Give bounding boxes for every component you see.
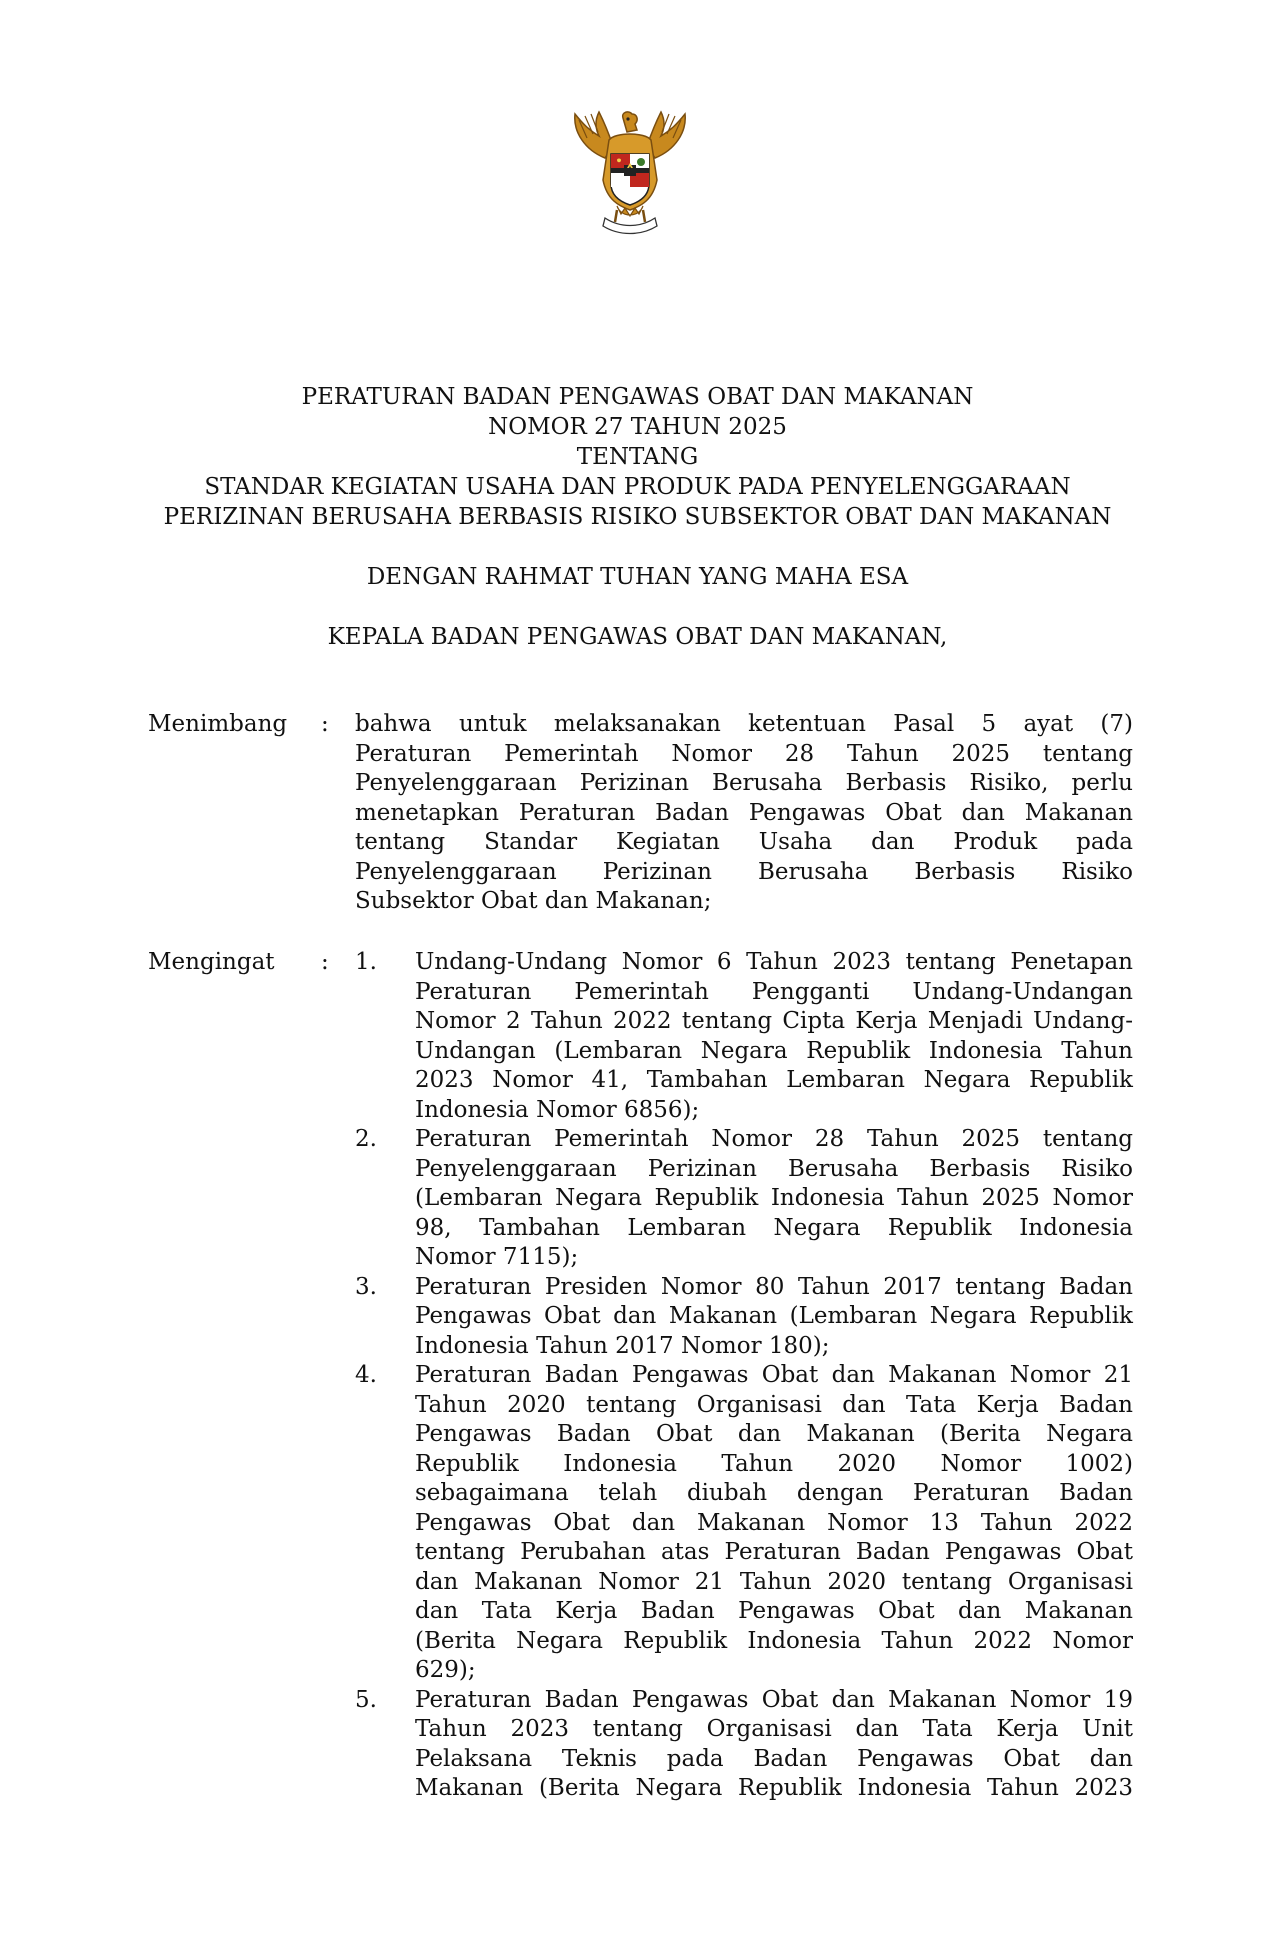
title-line-number: NOMOR 27 TAHUN 2025	[488, 414, 787, 440]
garuda-emblem-graphic	[565, 110, 695, 245]
mengingat-item	[355, 948, 1133, 1125]
text-line: Pelaksana Teknis pada Badan Pengawas Obat dan	[415, 1745, 1133, 1772]
text-line: Nomor 2 Tahun 2022 tentang Cipta Kerja Menjadi Undang-	[415, 1008, 1133, 1034]
text-line: Pengawas Obat dan Makanan (Lembaran Negara Republik	[415, 1303, 1133, 1329]
text-line: bahwa untuk melaksanakan ketentuan Pasal 5 ayat (7)	[355, 711, 1133, 737]
text-line: sebagaimana telah diubah dengan Peraturan Badan	[415, 1480, 1133, 1506]
text-line: Nomor 7115);	[415, 1244, 579, 1270]
text-line: Tahun 2020 tentang Organisasi dan Tata Kerja Badan	[415, 1391, 1133, 1418]
text-line: menetapkan Peraturan Badan Pengawas Obat dan Makanan	[355, 799, 1133, 826]
title-line-subject-2: PERIZINAN BERUSAHA BERBASIS RISIKO SUBSEKTOR OBAT DAN MAKANAN	[163, 504, 1112, 530]
mengingat-item	[355, 1686, 1133, 1804]
menimbang-colon: :	[321, 711, 329, 737]
item-text	[415, 948, 1133, 1125]
text-line: tentang Perubahan atas Peraturan Badan Pengawas Obat	[415, 1539, 1133, 1565]
text-line: 2023 Nomor 41, Tambahan Lembaran Negara Republik	[415, 1067, 1133, 1093]
title-line-subject-1: STANDAR KEGIATAN USAHA DAN PRODUK PADA PENYELENGGARAAN	[204, 474, 1071, 500]
text-line: (Lembaran Negara Republik Indonesia Tahun 2025 Nomor	[415, 1185, 1133, 1211]
regulation-title	[0, 382, 1275, 532]
text-line: Undang-Undang Nomor 6 Tahun 2023 tentang Penetapan	[415, 949, 1133, 975]
mengingat-item	[355, 1361, 1133, 1686]
item-number: 4.	[355, 1362, 377, 1388]
text-line: Peraturan Pemerintah Nomor 28 Tahun 2025 tentang	[415, 1126, 1133, 1152]
text-line: Penyelenggaraan Perizinan Berusaha Berbasis Risiko	[415, 1155, 1133, 1182]
mengingat-item	[355, 1125, 1133, 1273]
text-line: Peraturan Badan Pengawas Obat dan Makanan Nomor 19	[415, 1686, 1133, 1713]
text-line: Peraturan Presiden Nomor 80 Tahun 2017 tentang Badan	[415, 1273, 1133, 1300]
invocation: DENGAN RAHMAT TUHAN YANG MAHA ESA	[366, 564, 909, 590]
authority-heading: KEPALA BADAN PENGAWAS OBAT DAN MAKANAN,	[327, 624, 948, 650]
text-line: Peraturan Pemerintah Nomor 28 Tahun 2025 tentang	[355, 740, 1133, 767]
mengingat-label: Mengingat	[148, 949, 275, 975]
text-line: Undangan (Lembaran Negara Republik Indonesia Tahun	[415, 1037, 1133, 1064]
text-line: Pengawas Badan Obat dan Makanan (Berita Negara	[415, 1421, 1133, 1447]
item-number: 5.	[355, 1686, 377, 1713]
item-text	[415, 1686, 1133, 1804]
text-line: Republik Indonesia Tahun 2020 Nomor 1002)	[415, 1450, 1133, 1477]
text-line: tentang Standar Kegiatan Usaha dan Produk pada	[355, 829, 1133, 855]
menimbang-label: Menimbang	[148, 711, 288, 737]
menimbang-text	[355, 710, 1133, 917]
title-line-tentang: TENTANG	[576, 444, 699, 470]
text-line: Peraturan Pemerintah Pengganti Undang-Undangan	[415, 978, 1133, 1005]
item-number: 3.	[355, 1273, 377, 1300]
item-text	[415, 1273, 1133, 1362]
item-text	[415, 1361, 1133, 1686]
item-number: 1.	[355, 949, 377, 975]
text-line: dan Tata Kerja Badan Pengawas Obat dan Makanan	[415, 1598, 1133, 1624]
mengingat-colon: :	[321, 949, 329, 975]
text-line: Peraturan Badan Pengawas Obat dan Makanan Nomor 21	[415, 1362, 1133, 1388]
text-line: Makanan (Berita Negara Republik Indonesia Tahun 2023	[415, 1775, 1133, 1801]
text-line: Penyelenggaraan Perizinan Berusaha Berbasis Risiko	[355, 858, 1133, 885]
text-line: Indonesia Nomor 6856);	[415, 1096, 700, 1123]
item-number: 2.	[355, 1126, 377, 1152]
text-line: Pengawas Obat dan Makanan Nomor 13 Tahun 2022	[415, 1509, 1133, 1536]
text-line: Subsektor Obat dan Makanan;	[355, 888, 712, 914]
title-line-regulation: PERATURAN BADAN PENGAWAS OBAT DAN MAKANAN	[301, 384, 974, 410]
text-line: Tahun 2023 tentang Organisasi dan Tata Kerja Unit	[415, 1716, 1133, 1742]
text-line: dan Makanan Nomor 21 Tahun 2020 tentang Organisasi	[415, 1568, 1133, 1595]
item-text	[415, 1125, 1133, 1273]
garuda-emblem	[565, 110, 695, 245]
text-line: Indonesia Tahun 2017 Nomor 180);	[415, 1332, 830, 1359]
mengingat-item	[355, 1273, 1133, 1362]
text-line: Penyelenggaraan Perizinan Berusaha Berbasis Risiko, perlu	[355, 770, 1133, 796]
text-line: 629);	[415, 1657, 476, 1683]
text-line: 98, Tambahan Lembaran Negara Republik Indonesia	[415, 1214, 1133, 1241]
mengingat-list	[355, 948, 1133, 1804]
text-line: (Berita Negara Republik Indonesia Tahun 2022 Nomor	[415, 1627, 1133, 1654]
